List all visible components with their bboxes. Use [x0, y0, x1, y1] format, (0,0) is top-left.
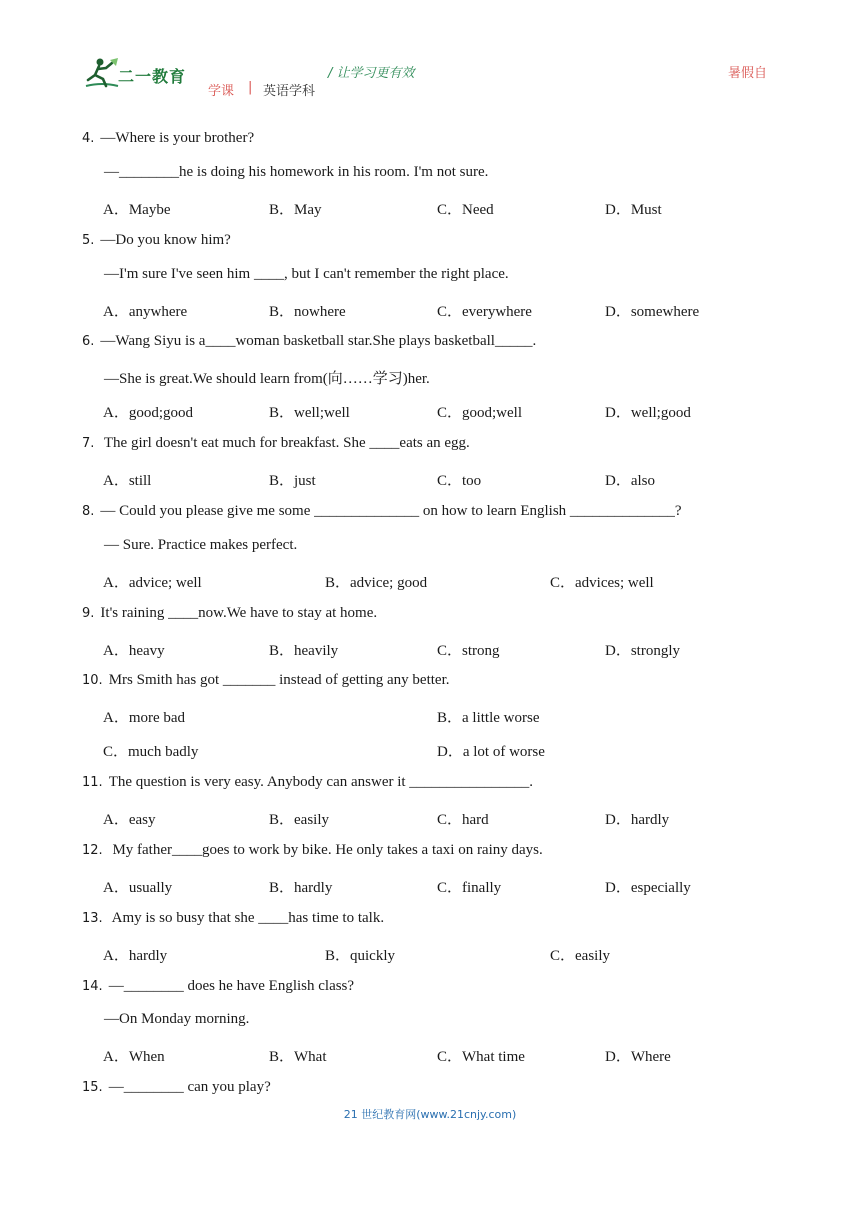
answer-option[interactable]: B．quickly [325, 947, 395, 964]
answer-option[interactable]: D．somewhere [605, 303, 700, 320]
question-number: 13. [82, 910, 103, 926]
question-line: —________he is doing his homework in his room. I'm not sure. [104, 163, 489, 180]
header-separator: | [248, 80, 253, 95]
answer-option[interactable]: C．too [437, 473, 482, 489]
question-line: — Sure. Practice makes perfect. [104, 536, 298, 553]
answer-option[interactable]: B．hardly [269, 879, 333, 896]
header-slogan: / 让学习更有效 [328, 66, 415, 81]
answer-option[interactable]: A．advice; well [103, 574, 202, 591]
answer-option[interactable]: A．easy [103, 812, 156, 828]
question-stem [82, 503, 682, 520]
question-number: 14. [82, 978, 103, 994]
question-text: —Wang Siyu is a____woman basketball star.She plays basketball_____. [100, 333, 537, 350]
answer-option[interactable]: D．strongly [605, 642, 681, 659]
question-number: 9. [82, 605, 95, 621]
question-stem [82, 130, 254, 147]
answer-option[interactable]: A．still [103, 473, 152, 489]
answer-option[interactable]: B．just [269, 473, 316, 489]
answer-option[interactable]: C．Need [437, 201, 494, 218]
answer-option[interactable]: C．good;well [437, 405, 522, 422]
answer-option[interactable]: A．hardly [103, 947, 168, 964]
question-text: The question is very easy. Anybody can answer it ________________. [108, 774, 534, 791]
answer-option[interactable]: D．Where [605, 1049, 671, 1066]
answer-option[interactable]: C．everywhere [437, 303, 532, 320]
question-number: 12. [82, 842, 103, 858]
question-text: —________ does he have English class? [108, 977, 355, 994]
header-subject: 英语学科 [263, 84, 316, 99]
answer-option[interactable]: C．strong [437, 642, 500, 659]
answer-option[interactable]: B．What [269, 1049, 327, 1066]
question-number: 6. [82, 334, 95, 350]
question-line: —She is great.We should learn from(向……学习)her. [104, 371, 430, 388]
question-text: The girl doesn't eat much for breakfast. She ____eats an egg. [100, 435, 470, 452]
answer-option[interactable]: C．advices; well [550, 574, 654, 591]
logo-text: 二一教育 [118, 67, 187, 86]
answer-option[interactable]: C．finally [437, 879, 502, 896]
answer-option[interactable]: D．a lot of worse [437, 744, 545, 761]
question-line: —I'm sure I've seen him ____, but I can't remember the right place. [104, 265, 509, 282]
question-text: My father____goes to work by bike. He only takes a taxi on rainy days. [108, 841, 543, 858]
question-text: —Where is your brother? [100, 130, 255, 146]
question-number: 10. [82, 673, 103, 689]
question-number: 4. [82, 131, 95, 146]
question-stem [82, 333, 536, 350]
answer-option[interactable]: D．Must [605, 201, 662, 218]
question-stem [82, 672, 449, 689]
answer-option[interactable]: D．hardly [605, 812, 670, 828]
question-stem [82, 978, 354, 995]
answer-option[interactable]: D．also [605, 473, 655, 489]
answer-option[interactable]: D．especially [605, 879, 691, 896]
answer-option[interactable]: A．good;good [103, 405, 194, 422]
question-text: Amy is so busy that she ____has time to talk. [108, 909, 385, 926]
question-stem [82, 605, 377, 622]
question-stem [82, 842, 543, 859]
header-corner-text: 暑假自 [728, 66, 768, 81]
answer-option[interactable]: C．much badly [103, 744, 199, 761]
answer-option[interactable]: C．easily [550, 947, 610, 964]
question-number: 15. [82, 1080, 103, 1096]
question-text: —Do you know him? [100, 231, 231, 248]
question-stem [82, 435, 470, 452]
question-stem [82, 774, 533, 791]
question-text: — Could you please give me some ______________ on how to learn English ______________? [100, 502, 682, 519]
question-number: 8. [82, 503, 95, 519]
question-stem [82, 232, 231, 249]
page-footer: 21 世纪教育网(www.21cnjy.com) [343, 1108, 517, 1121]
question-number: 5. [82, 232, 95, 248]
question-stem [82, 910, 384, 927]
answer-option[interactable]: C．What time [437, 1049, 525, 1066]
page-header [0, 0, 860, 110]
answer-option[interactable]: B．well;well [269, 405, 350, 422]
question-text: —________ can you play? [108, 1079, 271, 1096]
answer-option[interactable]: A．anywhere [103, 303, 188, 320]
answer-option[interactable]: D．well;good [605, 405, 691, 422]
header-tag: 学课 [208, 84, 235, 99]
question-number: 7. [82, 436, 95, 452]
question-number: 11. [82, 775, 103, 791]
answer-option[interactable]: A．usually [103, 879, 173, 896]
answer-option[interactable]: A．When [103, 1049, 165, 1066]
answer-option[interactable]: B．easily [269, 812, 329, 828]
question-text: Mrs Smith has got _______ instead of getting any better. [108, 672, 450, 689]
answer-option[interactable]: B．nowhere [269, 303, 346, 320]
answer-option[interactable]: C．hard [437, 812, 489, 828]
question-stem [82, 1079, 271, 1096]
answer-option[interactable]: A．heavy [103, 642, 165, 659]
question-text: It's raining ____now.We have to stay at home. [100, 604, 378, 621]
answer-option[interactable]: A．more bad [103, 710, 186, 727]
answer-option[interactable]: A．Maybe [103, 201, 171, 218]
question-line: —On Monday morning. [104, 1011, 250, 1028]
answer-option[interactable]: B．advice; good [325, 574, 428, 591]
answer-option[interactable]: B．heavily [269, 642, 339, 659]
answer-option[interactable]: B．a little worse [437, 710, 540, 727]
answer-option[interactable]: B．May [269, 201, 322, 218]
